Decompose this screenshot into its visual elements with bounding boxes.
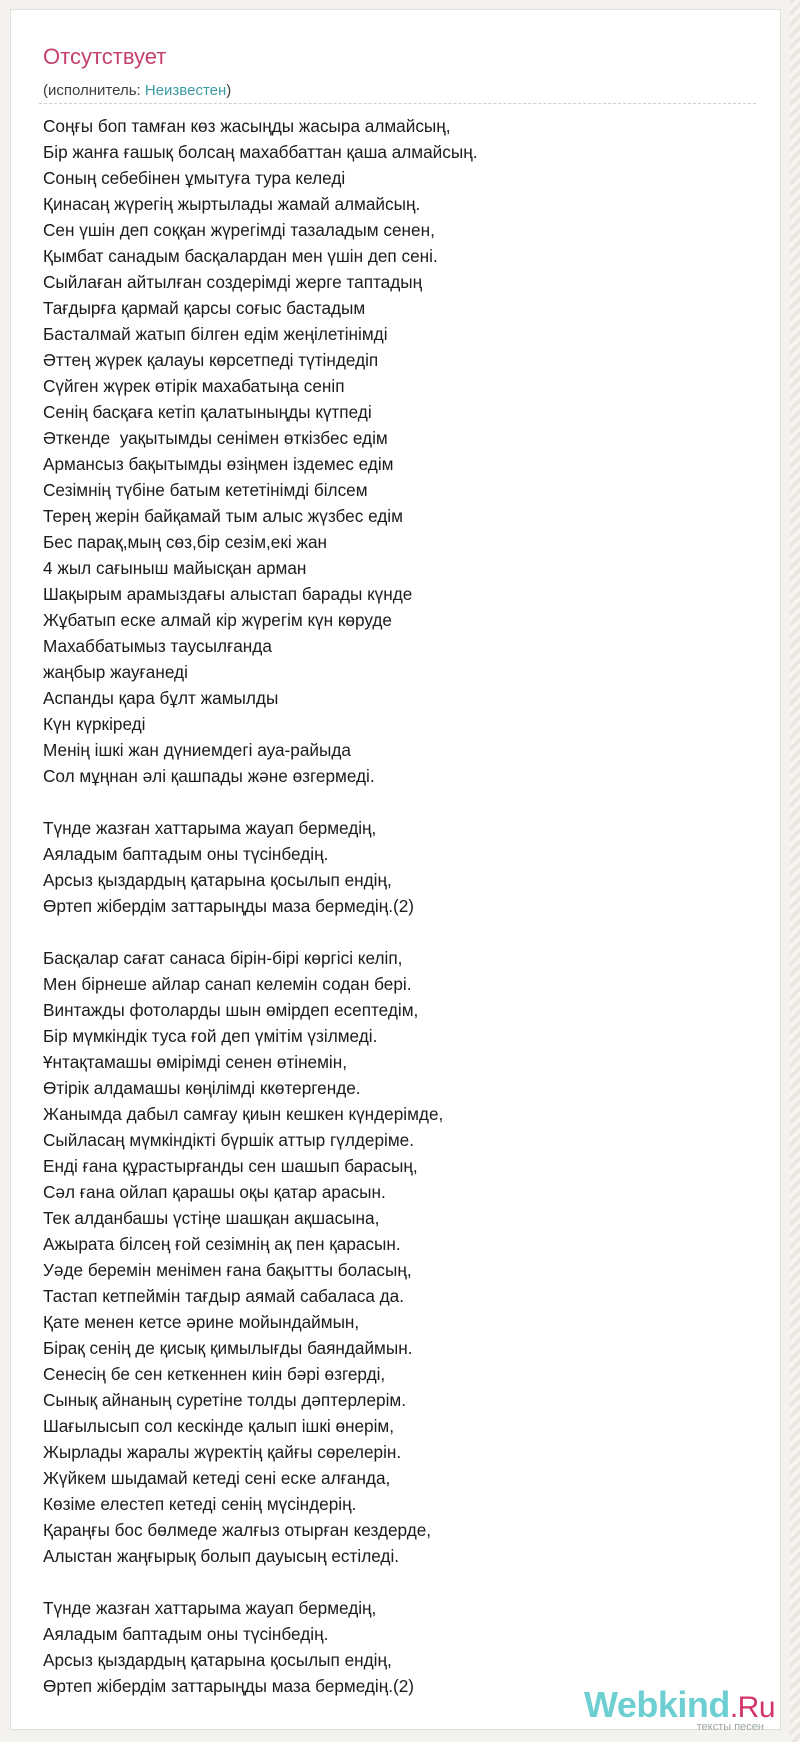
lyric-line: Винтажды фотоларды шын өмірдеп есептедім, [43, 1000, 419, 1020]
lyric-line: Шағылысып сол кескінде қалып ішкі өнерім, [43, 1416, 395, 1436]
lyric-line: Аспанды қара бұлт жамылды [43, 688, 279, 708]
lyric-line: Қате менен кетсе әрине мойындаймын, [43, 1312, 360, 1332]
title-divider [39, 103, 756, 104]
lyric-line: Сәл ғана ойлап қарашы оқы қатар арасын. [43, 1182, 386, 1202]
lyric-line: Қымбат санадым басқалардан мен үшін деп сені. [43, 246, 438, 266]
song-title: Отсутствует [43, 44, 167, 69]
stanza-break [43, 919, 763, 945]
lyric-line: Жанымда дабыл самғау қиын кешкен күндерімде, [43, 1104, 444, 1124]
lyric-line: жаңбыр жауғанеді [43, 662, 188, 682]
lyric-line: Сыйласаң мүмкіндікті бүршік аттыр гүлдеріме. [43, 1130, 414, 1150]
lyric-line: Арсыз қыздардың қатарына қосылып ендің, [43, 870, 392, 890]
lyrics-card [10, 9, 781, 1733]
lyric-line: Тек алданбашы үстіңе шашқан ақшасына, [43, 1208, 380, 1228]
lyric-line: Алыстан жаңғырық болып дауысың естіледі. [43, 1546, 400, 1566]
lyric-line: Бір жанға ғашық болсаң махаббаттан қаша алмайсың. [43, 142, 478, 162]
lyric-line: Арсыз қыздардың қатарына қосылып ендің, [43, 1650, 392, 1670]
lyric-line: Терең жерін байқамай тым алыс жүзбес едім [43, 506, 403, 526]
artist-link[interactable]: Неизвестен [144, 82, 227, 99]
lyric-line: Жұбатып еске алмай кір жүрегім күн көруде [43, 610, 392, 630]
performer-prefix: (исполнитель: [43, 82, 145, 99]
lyric-line: Аяладым баптадым оны түсінбедің. [43, 844, 329, 864]
lyric-line: Басқалар сағат санаса бірін-бірі көргісі келіп, [43, 948, 403, 968]
decorative-stripe [790, 0, 800, 1742]
lyric-line: Сүйген жүрек өтірік махабатыңа сеніп [43, 376, 345, 396]
logo-brand: Webkind [584, 1684, 730, 1725]
lyric-line: Өртеп жібердім заттарыңды маза бермедің.(2) [43, 896, 415, 916]
lyric-line: Қинасаң жүрегің жыртылады жамай алмайсың. [43, 194, 421, 214]
lyric-line: Уәде беремін менімен ғана бақытты боласың, [43, 1260, 412, 1280]
logo-tagline: тексты песен [696, 1721, 764, 1733]
lyric-line: Армансыз бақытымды өзіңмен іздемес едім [43, 454, 394, 474]
lyric-line: Тағдырға қармай қарсы соғыс бастадым [43, 298, 366, 318]
lyric-line: Енді ғана құрастырғанды сен шашып барасың, [43, 1156, 418, 1176]
stanza-break [43, 1569, 763, 1595]
lyric-line: Бірақ сенің де қисық қимылығды баяндаймын. [43, 1338, 413, 1358]
lyric-line: Сен үшін деп соққан жүрегімді тазаладым сенен, [43, 220, 435, 240]
lyric-line: Басталмай жатып білген едім жеңілетінімді [43, 324, 388, 344]
site-logo[interactable] [584, 1685, 784, 1737]
lyric-line: Түнде жазған хаттарыма жауап бермедің, [43, 818, 377, 838]
lyric-line: Тастап кетпеймін тағдыр аямай сабаласа да. [43, 1286, 405, 1306]
lyric-line: Әттең жүрек қалауы көрсетпеді түтіндедіп [43, 350, 379, 370]
lyric-line: Сенің басқаға кетіп қалатыныңды күтпеді [43, 402, 372, 422]
lyric-line: Көзіме елестеп кетеді сенің мүсіндерің. [43, 1494, 357, 1514]
lyric-line: 4 жыл сағыныш майысқан арман [43, 558, 307, 578]
lyric-line: Жүйкем шыдамай кетеді сені еске алғанда, [43, 1468, 391, 1488]
performer-suffix: ) [226, 82, 232, 99]
lyric-line: Ұнтақтамашы өмірімді сенен өтінемін, [43, 1052, 348, 1072]
stanza-break [43, 789, 763, 815]
lyric-line: Өтірік алдамашы көңілімді ккөтергенде. [43, 1078, 361, 1098]
lyric-line: Сыйлаған айтылған создерімді жерге таптадың [43, 272, 423, 292]
performer-line [43, 82, 231, 100]
lyric-line: Сезімнің түбіне батым кететінімді білсем [43, 480, 368, 500]
lyric-line: Мен бірнеше айлар санап келемін содан бері. [43, 974, 412, 994]
lyric-line: Қараңғы бос бөлмеде жалғыз отырған кездерде, [43, 1520, 432, 1540]
logo-tld: .Ru [729, 1691, 776, 1724]
lyric-line: Аяладым баптадым оны түсінбедің. [43, 1624, 329, 1644]
lyrics-text [43, 113, 763, 1699]
lyric-line: Соның себебінен ұмытуға тура келеді [43, 168, 346, 188]
lyric-line: Сынық айнаның суретіне толды дәптерлерім. [43, 1390, 406, 1410]
lyric-line: Сол мұңнан әлі қашпады және өзгермеді. [43, 766, 375, 786]
lyric-line: Өртеп жібердім заттарыңды маза бермедің.(2) [43, 1676, 415, 1696]
lyric-line: Шақырым арамыздағы алыстап барады күнде [43, 584, 413, 604]
lyric-line: Ажырата білсең ғой сезімнің ақ пен қарасын. [43, 1234, 401, 1254]
lyric-line: Күн күркіреді [43, 714, 146, 734]
lyric-line: Бес парақ,мың сөз,бір сезім,екі жан [43, 532, 328, 552]
lyric-line: Соңғы боп тамған көз жасыңды жасыра алмайсың, [43, 116, 451, 136]
lyric-line: Махаббатымыз таусылғанда [43, 636, 272, 656]
lyric-line: Менің ішкі жан дүниемдегі ауа-райыда [43, 740, 351, 760]
lyric-line: Түнде жазған хаттарыма жауап бермедің, [43, 1598, 377, 1618]
lyric-line: Жырлады жаралы жүректің қайғы сөрелерін. [43, 1442, 402, 1462]
lyric-line: Бір мүмкіндік туса ғой деп үмітім үзілмеді. [43, 1026, 378, 1046]
lyric-line: Әткенде уақытымды сенімен өткізбес едім [43, 428, 388, 448]
lyric-line: Сенесің бе сен кеткеннен киін бәрі өзгерді, [43, 1364, 386, 1384]
